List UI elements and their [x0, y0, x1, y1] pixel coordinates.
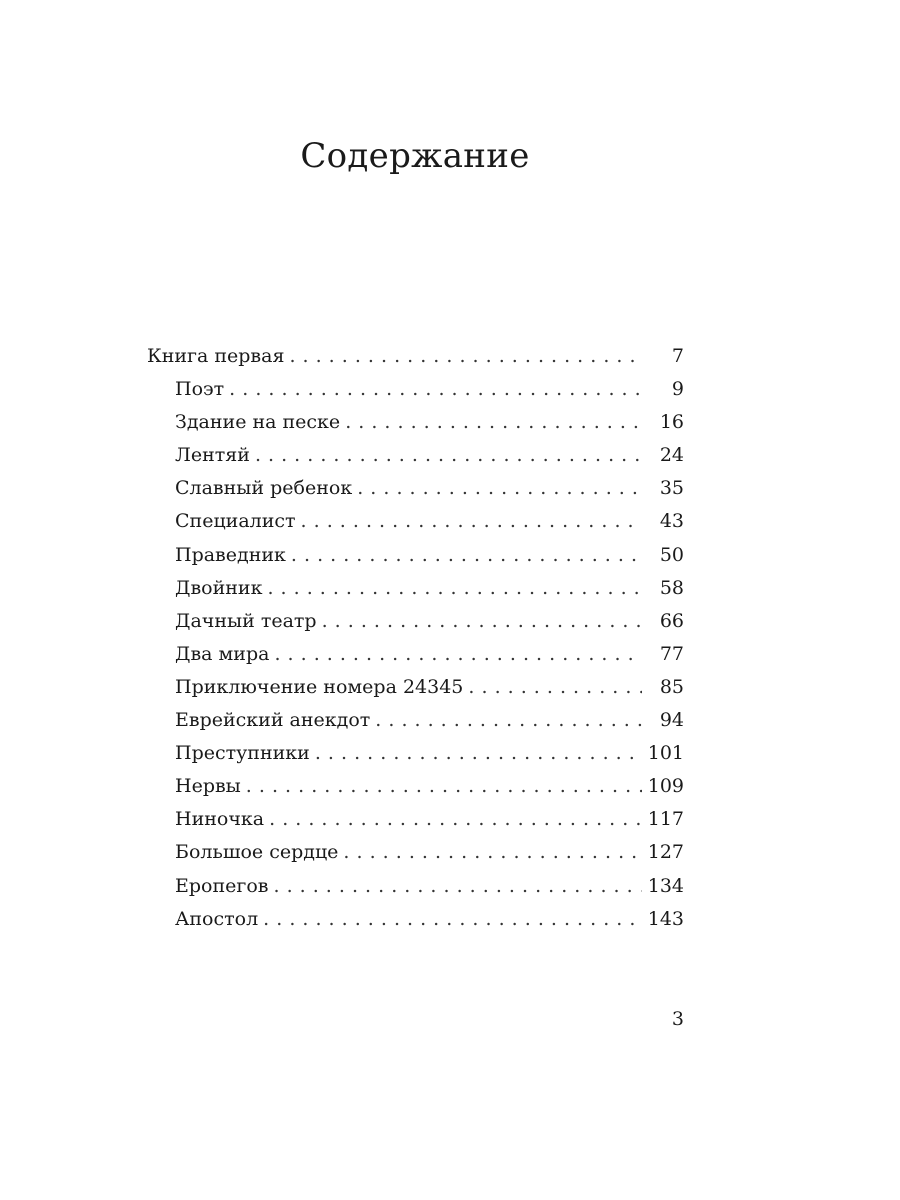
toc-entry[interactable] — [147, 373, 684, 406]
dot-leader — [229, 373, 642, 406]
toc-entry-page: 143 — [647, 907, 684, 930]
toc-entry[interactable] — [147, 638, 684, 671]
toc-entry-page: 7 — [671, 345, 684, 367]
toc-entry[interactable] — [147, 803, 684, 836]
dot-leader — [291, 539, 642, 572]
toc-entry-title: Славный ребенок — [175, 477, 353, 500]
toc-entry-title: Книга первая — [147, 345, 285, 367]
toc-entry-page: 66 — [659, 609, 684, 632]
toc-entry-title: Преступники — [175, 742, 310, 765]
toc-entry[interactable] — [147, 505, 684, 538]
dot-leader — [267, 572, 642, 605]
toc-entry-title: Здание на песке — [175, 411, 341, 434]
toc-entry-page: 117 — [647, 808, 684, 831]
dot-leader — [269, 803, 642, 836]
dot-leader — [289, 340, 642, 373]
toc-entry[interactable] — [147, 770, 684, 803]
toc-entry-page: 24 — [659, 444, 684, 467]
toc-entry-title: Апостол — [175, 907, 259, 930]
toc-entry-page: 127 — [647, 841, 684, 864]
dot-leader — [315, 737, 642, 770]
toc-entry-page: 101 — [647, 742, 684, 765]
dot-leader — [345, 406, 642, 439]
toc-entry[interactable] — [147, 704, 684, 737]
dot-leader — [322, 605, 642, 638]
toc-entry-title: Большое сердце — [175, 841, 339, 864]
toc-entry[interactable] — [147, 539, 684, 572]
toc-entry[interactable] — [147, 870, 684, 903]
dot-leader — [468, 671, 642, 704]
page-title: Содержание — [300, 136, 530, 176]
toc-entry[interactable] — [147, 472, 684, 505]
toc-entry[interactable] — [147, 903, 684, 936]
toc-entry[interactable] — [147, 406, 684, 439]
toc-entry-title: Лентяй — [175, 444, 250, 467]
dot-leader — [263, 903, 642, 936]
toc-entry[interactable] — [147, 671, 684, 704]
toc-entry-title: Еропегов — [175, 874, 269, 897]
toc-entry-page: 50 — [659, 543, 684, 566]
toc-entry[interactable] — [147, 737, 684, 770]
dot-leader — [375, 704, 642, 737]
toc-entry-page: 16 — [659, 411, 684, 434]
toc-entry-page: 58 — [659, 576, 684, 599]
toc-entry[interactable] — [147, 836, 684, 869]
toc-entry-title: Ниночка — [175, 808, 265, 831]
toc-entry[interactable] — [147, 439, 684, 472]
dot-leader — [301, 505, 642, 538]
dot-leader — [357, 472, 642, 505]
toc-entry-title: Приключение номера 24345 — [175, 675, 464, 698]
page-number: 3 — [671, 1008, 684, 1030]
dot-leader — [343, 836, 642, 869]
toc-entry-page: 77 — [659, 642, 684, 665]
toc-entry-page: 9 — [671, 378, 684, 401]
dot-leader — [273, 870, 642, 903]
toc-entry-title: Праведник — [175, 543, 286, 566]
table-of-contents — [147, 340, 684, 936]
toc-entry-title: Двойник — [175, 576, 263, 599]
toc-entry-title: Еврейский анекдот — [175, 709, 371, 732]
toc-entry-page: 35 — [659, 477, 684, 500]
toc-entry-title: Специалист — [175, 510, 296, 533]
toc-entry-page: 94 — [659, 709, 684, 732]
toc-entry-title: Два мира — [175, 642, 270, 665]
toc-entry[interactable] — [147, 340, 684, 373]
toc-entry[interactable] — [147, 572, 684, 605]
dot-leader — [246, 770, 642, 803]
dot-leader — [274, 638, 642, 671]
toc-entry-page: 134 — [647, 874, 684, 897]
toc-entry-title: Нервы — [175, 775, 241, 798]
toc-entry-page: 85 — [659, 675, 684, 698]
toc-entry[interactable] — [147, 605, 684, 638]
toc-entry-title: Поэт — [175, 378, 225, 401]
toc-entry-title: Дачный театр — [175, 609, 317, 632]
toc-entry-page: 43 — [659, 510, 684, 533]
dot-leader — [255, 439, 642, 472]
toc-entry-page: 109 — [647, 775, 684, 798]
